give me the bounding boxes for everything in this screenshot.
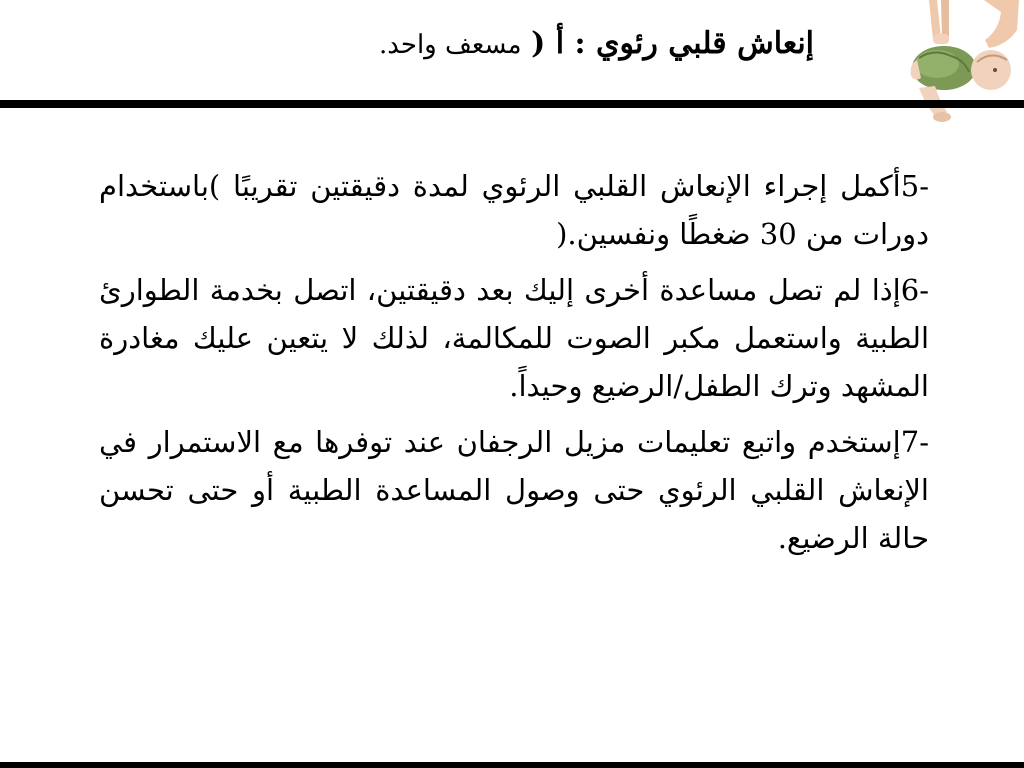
slide-title-sub: مسعف واحد. [378, 30, 522, 60]
step-6-paragraph: -6إذا لم تصل مساعدة أخرى إليك بعد دقيقتين، اتصل بخدمة الطوارئ الطبية واستعمل مكبر الصوت للمكالمة، لذلك لا يتعين عليك مغادرة المشهد وترك الطفل/الرضيع وحيداً. [99, 273, 929, 403]
step-7-paragraph: -7إستخدم واتبع تعليمات مزيل الرجفان عند توفرها مع الاستمرار في الإنعاش القلبي الرئوي حتى وصول المساعدة الطبية أو حتى تحسن حالة الرضيع. [99, 425, 929, 555]
bottom-divider [0, 762, 1024, 768]
slide-body [99, 162, 929, 570]
slide-title-main: إنعاش قلبي رئوي : أ ( [531, 26, 814, 61]
slide-title [379, 26, 814, 61]
step-5-paragraph: -5أكمل إجراء الإنعاش القلبي الرئوي لمدة دقيقتين تقريبًا )باستخدام دورات من 30 ضغطًا ونفسين.( [99, 169, 929, 251]
title-divider [0, 100, 1024, 108]
cpr-infant-illustration-icon [889, 0, 1024, 130]
